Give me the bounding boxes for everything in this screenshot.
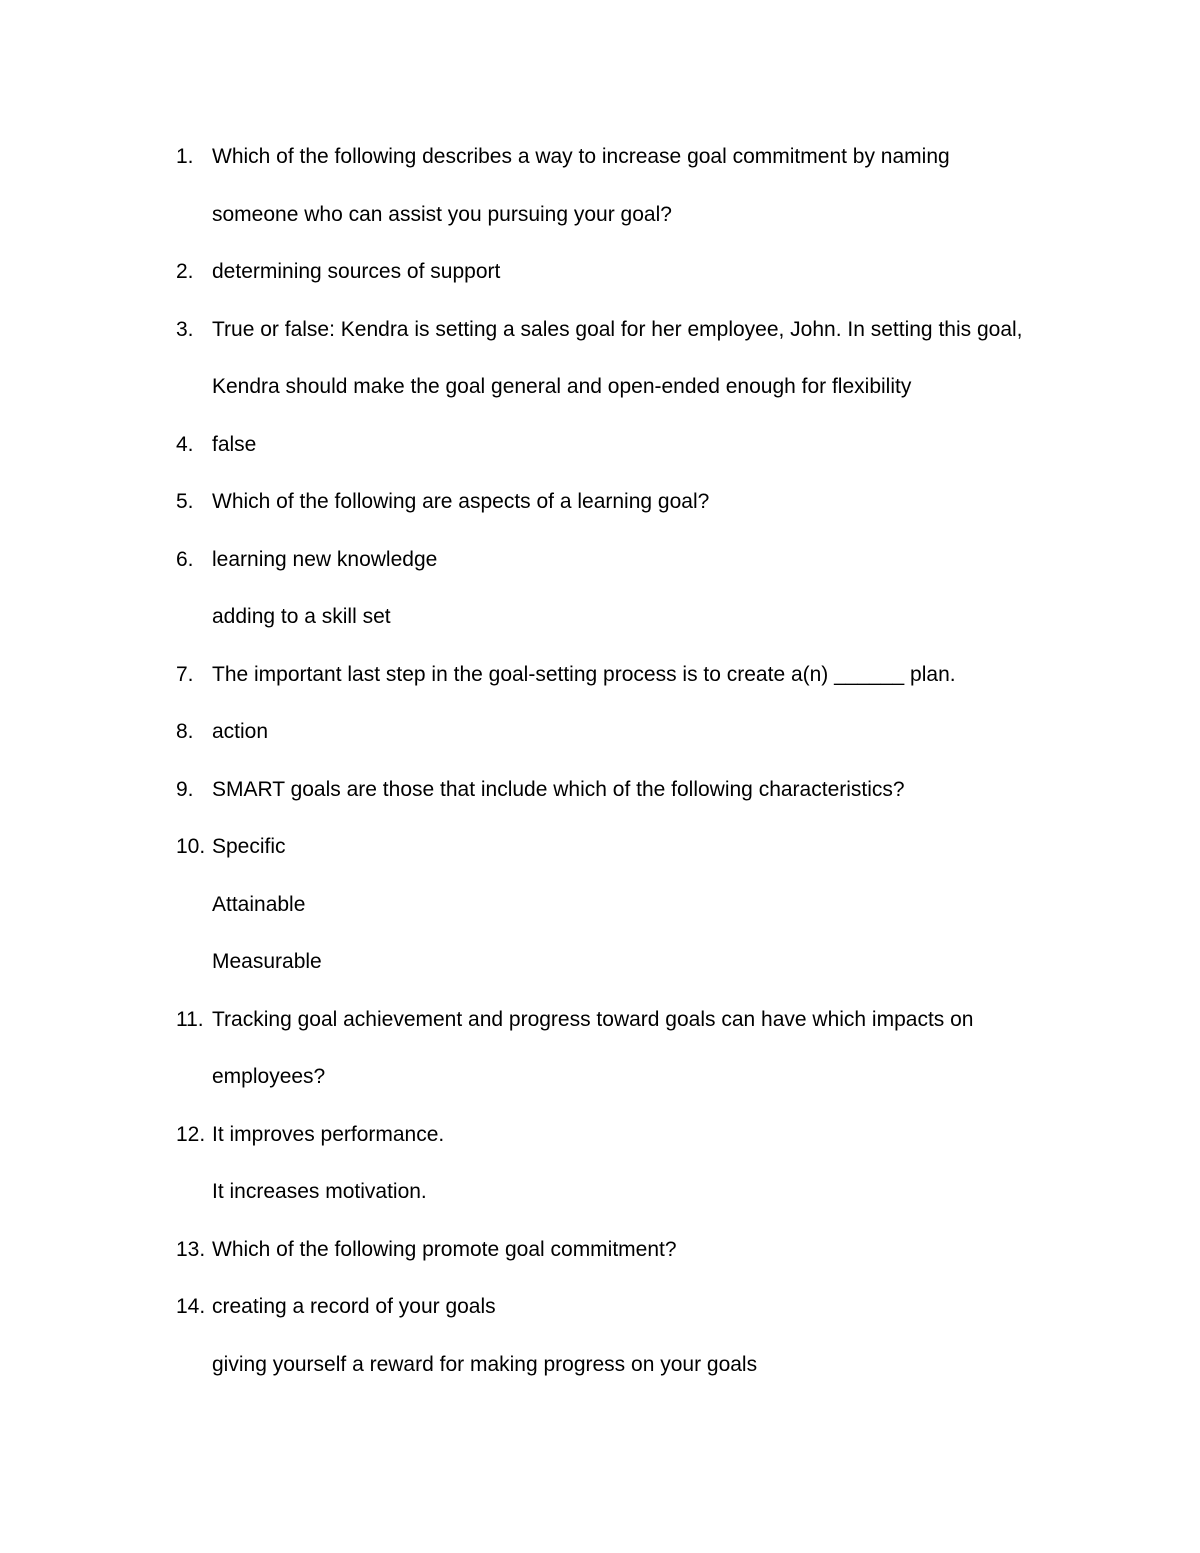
item-text: someone who can assist you pursuing your goal? — [212, 202, 672, 226]
list-item — [176, 770, 1076, 828]
item-text: adding to a skill set — [212, 605, 391, 628]
list-item — [176, 827, 1076, 885]
list-item — [176, 885, 1076, 943]
item-number: 10. — [176, 835, 206, 858]
item-number: 5. — [176, 490, 194, 513]
item-text: Tracking goal achievement and progress toward goals can have which impacts on — [212, 1007, 974, 1031]
item-text: SMART goals are those that include which of the following characteristics? — [212, 777, 905, 801]
item-text: The important last step in the goal-setting process is to create a(n) ______ plan. — [212, 662, 956, 686]
list-item — [176, 712, 1076, 770]
list-item — [176, 195, 1076, 253]
list-item — [176, 942, 1076, 1000]
item-text: false — [212, 432, 257, 456]
list-item — [176, 1000, 1076, 1058]
list-item — [176, 655, 1076, 713]
item-text: Which of the following are aspects of a learning goal? — [212, 490, 710, 513]
list-item — [176, 1287, 1076, 1345]
item-number: 11. — [176, 1007, 204, 1031]
item-number: 7. — [176, 662, 194, 686]
question-list — [176, 137, 1076, 1402]
list-item — [176, 1230, 1076, 1288]
list-item — [176, 1172, 1076, 1230]
item-text: learning new knowledge — [212, 547, 438, 571]
list-item — [176, 137, 1076, 195]
list-item — [176, 1115, 1076, 1173]
item-text: Which of the following promote goal commitment? — [212, 1237, 677, 1261]
item-text: True or false: Kendra is setting a sales goal for her employee, John. In setting this goal, — [212, 317, 1023, 341]
item-number: 13. — [176, 1237, 206, 1261]
item-text: It increases motivation. — [212, 1180, 427, 1203]
item-number: 6. — [176, 547, 194, 571]
item-text: giving yourself a reward for making progress on your goals — [212, 1352, 758, 1376]
item-number: 3. — [176, 317, 194, 341]
list-item — [176, 425, 1076, 483]
item-text: It improves performance. — [212, 1122, 445, 1146]
item-number: 9. — [176, 777, 194, 801]
list-item — [176, 310, 1076, 368]
list-item — [176, 252, 1076, 310]
item-number: 14. — [176, 1295, 206, 1318]
item-text: creating a record of your goals — [212, 1295, 496, 1318]
item-text: Which of the following describes a way to increase goal commitment by naming — [212, 145, 950, 168]
item-text: Specific — [212, 835, 286, 858]
item-text: determining sources of support — [212, 260, 501, 283]
item-number: 12. — [176, 1122, 206, 1146]
item-text: employees? — [212, 1065, 326, 1088]
item-text: action — [212, 720, 269, 743]
item-text: Attainable — [212, 892, 306, 916]
item-text: Measurable — [212, 950, 322, 973]
list-item — [176, 1345, 1076, 1403]
item-number: 1. — [176, 145, 194, 168]
item-number: 8. — [176, 720, 194, 743]
item-text: Kendra should make the goal general and open-ended enough for flexibility — [212, 375, 912, 398]
item-number: 2. — [176, 260, 194, 283]
list-item — [176, 482, 1076, 540]
list-item — [176, 367, 1076, 425]
list-item — [176, 1057, 1076, 1115]
list-item — [176, 540, 1076, 598]
item-number: 4. — [176, 432, 194, 456]
list-item — [176, 597, 1076, 655]
